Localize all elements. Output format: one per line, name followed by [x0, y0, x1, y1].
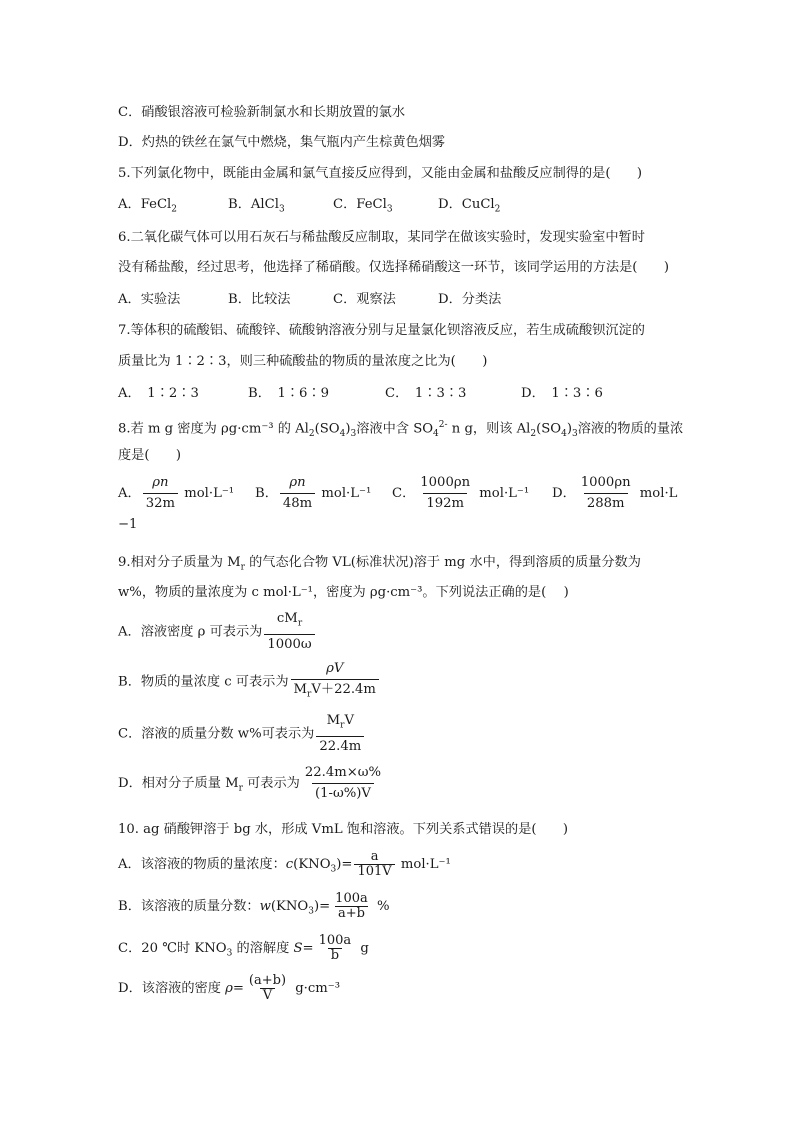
q7-option-c: C． 1∶3∶3 [385, 386, 467, 401]
q6-option-d: D．分类法 [438, 292, 502, 307]
q10-option-b: B．该溶液的质量分数：$w(KNO_3)=$ $\frac{100a}{a+b}$ % [118, 891, 390, 921]
q8-unit-tail: −1 [118, 517, 138, 532]
q10-stem: 10. ag 硝酸钾溶于 bg 水，形成 VmL 饱和溶液。下列关系式错误的是( ) [118, 822, 569, 837]
q8-option-b: B． $\frac{\rho n}{48m}$ mol·L⁻¹ [255, 475, 372, 511]
q8-option-c: C． $\frac{1000\rho n}{192m}$ mol·L⁻¹ [392, 475, 530, 511]
q8-option-d: D． $\frac{1000\rho n}{288m}$ mol·L [552, 475, 678, 511]
q4-option-c: C．硝酸银溶液可检验新制氯水和长期放置的氯水 [118, 105, 406, 120]
q7-option-a: A． 1∶2∶3 [118, 386, 199, 401]
q9-option-c: C．溶液的质量分数 w%可表示为 $\frac{M_rV}{22.4m}$ [118, 712, 366, 756]
q5-option-a: A．FeCl$_2$ [118, 197, 177, 215]
q7-stem-line1: 7.等体积的硫酸铝、硫酸锌、硫酸钠溶液分别与足量氯化钡溶液反应，若生成硫酸钡沉淀的 [118, 323, 645, 338]
q10-option-d: D．该溶液的密度 ρ= $\frac{(a+b)}{V}$ g·cm⁻³ [118, 973, 340, 1003]
q8-option-a: A． $\frac{\rho n}{32m}$ mol·L⁻¹ [118, 475, 235, 511]
q4-option-d: D．灼热的铁丝在氯气中燃烧，集气瓶内产生棕黄色烟雾 [118, 135, 446, 150]
q6-options [118, 291, 501, 309]
q9-option-d: D．相对分子质量 $M_r$ 可表示为 $\frac{22.4m\times\omega\%}{(1-\omega\%)V}$ [118, 765, 382, 801]
q8-stem-line1: 8.若 m g 密度为 ρg·cm⁻³ 的 $Al_2(SO_4)_3$溶液中含 $SO_4^{2-}$ n g，则该 $Al_2(SO_4)_3$溶液的物质的量浓 [118, 420, 684, 440]
q6-stem-line2: 没有稀盐酸，经过思考，他选择了稀硝酸。仅选择稀硝酸这一环节，该同学运用的方法是( ) [118, 260, 669, 275]
q5-stem: 5.下列氯化物中，既能由金属和氯气直接反应得到，又能由金属和盐酸反应制得的是( ) [118, 166, 642, 181]
q9-option-b: B．物质的量浓度 c 可表示为 $\frac{\rho V}{M_rV+22.4m}$ [118, 660, 381, 704]
q7-stem-line2: 质量比为 1∶2∶3，则三种硫酸盐的物质的量浓度之比为( ) [118, 354, 488, 369]
q8-options [118, 474, 677, 513]
q7-option-b: B． 1∶6∶9 [248, 386, 330, 401]
q6-option-a: A．实验法 [118, 292, 181, 307]
q5-option-d: D．CuCl$_2$ [438, 197, 501, 215]
q10-option-a: A．该溶液的物质的量浓度：$c(KNO_3)=$ $\frac{a}{101V}$ mol·L⁻¹ [118, 849, 451, 879]
q6-option-b: B．比较法 [228, 292, 291, 307]
q6-option-c: C．观察法 [333, 292, 396, 307]
q8-stem-line2: 度是( ) [118, 448, 182, 463]
q5-options [118, 196, 500, 219]
q5-option-c: C．FeCl$_3$ [333, 197, 393, 215]
q9-option-a: A．溶液密度 ρ 可表示为 $\frac{cM_r}{1000\omega}$ [118, 610, 317, 654]
q10-option-c: C．20 ℃时 $KNO_3$ 的溶解度 S= $\frac{100a}{b}$ g [118, 933, 369, 963]
q9-stem-line1: 9.相对分子质量为 $M_r$ 的气态化合物 VL(标准状况)溶于 mg 水中，得到溶质的质量分数为 [118, 555, 641, 573]
q7-option-d: D． 1∶3∶6 [521, 386, 603, 401]
q6-stem-line1: 6.二氧化碳气体可以用石灰石与稀盐酸反应制取，某同学在做该实验时，发现实验室中暂时 [118, 230, 645, 245]
q9-stem-line2: w%，物质的量浓度为 c mol·L⁻¹，密度为 ρg·cm⁻³。下列说法正确的是( ) [118, 585, 569, 600]
q7-options [118, 385, 603, 403]
q5-option-b: B．AlCl$_3$ [228, 197, 285, 215]
